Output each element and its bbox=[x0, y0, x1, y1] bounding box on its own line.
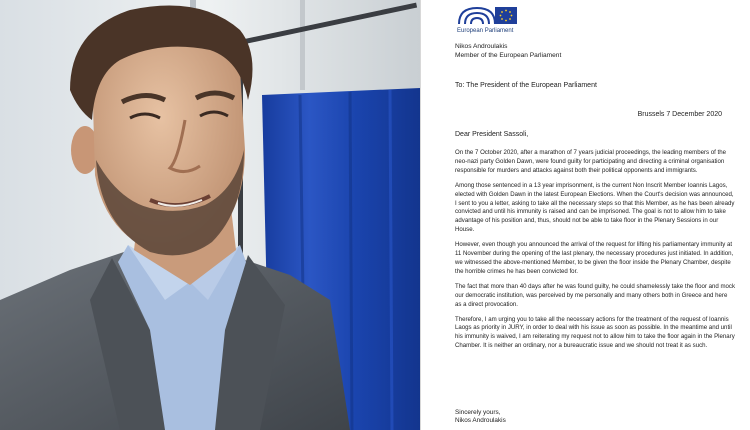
sender-name: Nikos Androulakis bbox=[455, 43, 508, 50]
closing-block bbox=[455, 409, 506, 425]
paragraph: Among those sentenced in a 13 year imprisonment, is the current Non Inscrit Member Ioannis Lagos, elected with Golden Dawn in the latest European Elections. When the Court's decision was announced, I sent to you a letter, asking to take all the necessary steps so that this Member, as he has been already convicted and until his immunity is raised and can be imprisoned. The goal is not to allow him to take advantage of his position and, thus, should not be able to take floor in the Plenary Sessions in our House. bbox=[455, 181, 735, 234]
signature-name: Nikos Androulakis bbox=[455, 417, 506, 424]
paragraph: The fact that more than 40 days after he was found guilty, he could shamelessly take the floor and mock our democratic institution, was perceived by me personally and many others both in Greece and here as a direct provocation. bbox=[455, 282, 736, 308]
letter-body bbox=[455, 149, 735, 357]
paragraph: Therefore, I am urging you to take all the necessary actions for the treatment of the request of Ioannis Laogs as priority in JURY, in order to deal with his issue as soon as possible. In the meantime and until his immunity is waived, I am reiterating my request not to allow him to take the floor again in the Plenary Chamber. It is neither an ordinary, nor a bureaucratic issue and we should not treat it as such. bbox=[455, 315, 735, 350]
recipient-line: To: The President of the European Parliament bbox=[455, 82, 597, 89]
letter-page bbox=[420, 0, 750, 430]
place-date: Brussels 7 December 2020 bbox=[637, 111, 722, 118]
institution-name: European Parliament bbox=[457, 28, 514, 34]
paragraph: On the 7 October 2020, after a marathon of 7 years judicial proceedings, the leading members of the neo-nazi party Golden Dawn, were found guilty for participating and directing a criminal organisation responsible for murders and attacks against both their political opponents and immigrants. bbox=[455, 149, 726, 174]
paragraph: However, even though you announced the arrival of the request for lifting his parliamentary immunity at 11 November during the opening of the last plenary, the necessary procedures just initiated. In addition, we witnessed the above-mentioned Member, to be given the floor inside the Plenary Chamber, despite the horrible crimes he has been convicted for. bbox=[455, 241, 734, 275]
salutation: Dear President Sassoli, bbox=[455, 131, 529, 138]
closing: Sincerely yours, bbox=[455, 409, 501, 416]
sender-role: Member of the European Parliament bbox=[455, 52, 562, 59]
